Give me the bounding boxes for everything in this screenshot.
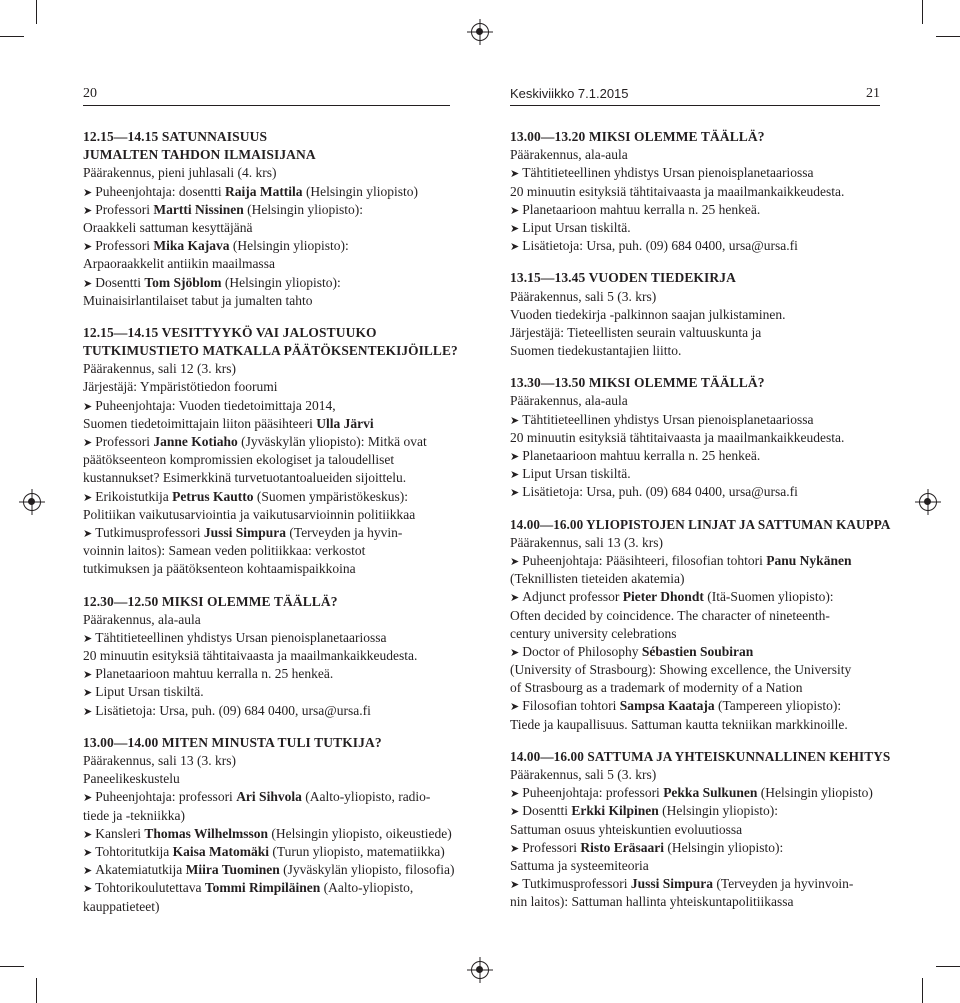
bullet-arrow-icon: ➤ — [83, 527, 93, 540]
person-name: Panu Nykänen — [766, 552, 852, 568]
line-text: Planetaarioon mahtuu kerralla n. 25 henkeä. — [95, 666, 334, 682]
program-line — [510, 766, 890, 784]
line-text: 13.00—14.00 MITEN MINUSTA TULI TUTKIJA? — [83, 734, 382, 750]
program-line — [83, 360, 458, 378]
line-text: (Terveyden ja hyvin- — [286, 524, 403, 540]
line-text: (University of Strasbourg): Showing excellence, the University — [510, 662, 852, 678]
bullet-arrow-icon: ➤ — [510, 788, 520, 801]
line-text: Arpaoraakkelit antiikin maailmassa — [83, 256, 275, 272]
line-text: (Jyväskylän yliopisto): Mitkä ovat — [237, 434, 427, 449]
bullet-arrow-icon: ➤ — [83, 204, 93, 217]
line-text: of Strasbourg as a trademark of modernity of a Nation — [510, 680, 803, 696]
program-line — [510, 146, 890, 164]
program-line — [83, 560, 458, 578]
program-line — [510, 607, 890, 625]
program-line — [510, 465, 890, 483]
line-text: 20 minuutin esityksiä tähtitaivaasta ja maailmankaikkeudesta. — [510, 429, 845, 445]
program-line — [510, 237, 890, 255]
line-text: (Helsingin yliopisto): — [221, 274, 341, 290]
program-line — [83, 752, 458, 770]
line-text: Liput Ursan tiskiltä. — [522, 466, 631, 482]
program-line — [510, 447, 890, 465]
person-name: Pekka Sulkunen — [663, 785, 758, 801]
program-line — [83, 825, 458, 843]
registration-mark-icon — [23, 493, 41, 511]
line-text: (Helsingin yliopisto, oikeustiede) — [268, 825, 452, 841]
program-line — [83, 433, 458, 451]
person-name: Sébastien Soubiran — [641, 643, 754, 659]
line-text: Filosofian tohtori — [522, 698, 620, 714]
line-text: kustannukset? Esimerkkinä turvetuotantoalueiden sijoittelu. — [83, 470, 407, 486]
line-text: Päärakennus, ala-aula — [510, 393, 628, 409]
registration-mark-icon — [471, 23, 489, 41]
bullet-arrow-icon: ➤ — [83, 865, 93, 878]
line-text: nin laitos): Sattuman hallinta yhteiskuntapolitiikassa — [510, 894, 794, 910]
program-line — [510, 552, 890, 570]
line-text: Paneelikeskustelu — [83, 771, 180, 787]
person-name: Martti Nissinen — [153, 201, 244, 217]
line-text: Liput Ursan tiskiltä. — [522, 219, 631, 235]
program-line — [83, 274, 458, 292]
bullet-arrow-icon: ➤ — [83, 241, 93, 254]
line-text: Tohtorikoulutettava — [95, 880, 205, 896]
program-line — [83, 629, 458, 647]
session-heading — [510, 128, 890, 146]
line-text: Tähtitieteellinen yhdistys Ursan pienoisplanetaariossa — [522, 165, 814, 181]
line-text: (Teknillisten tieteiden akatemia) — [510, 571, 685, 587]
program-line — [510, 643, 890, 661]
line-text: Often decided by coincidence. The character of nineteenth- — [510, 607, 830, 623]
section-gap — [510, 360, 890, 374]
program-line — [83, 770, 458, 788]
program-line — [83, 378, 458, 396]
bullet-arrow-icon: ➤ — [83, 792, 93, 805]
session-heading — [510, 748, 891, 766]
crop-mark — [936, 36, 960, 37]
line-text: Päärakennus, pieni juhlasali (4. krs) — [83, 165, 277, 181]
program-line — [510, 821, 890, 839]
bullet-arrow-icon: ➤ — [510, 806, 520, 819]
program-line — [83, 237, 458, 255]
line-text: 12.15—14.15 VESITTYYKÖ VAI JALOSTUUKO — [83, 324, 377, 340]
program-line — [83, 879, 458, 897]
session-heading — [83, 342, 458, 360]
person-name: Miira Tuominen — [185, 862, 280, 878]
crop-mark — [0, 36, 24, 37]
line-text: Lisätietoja: Ursa, puh. (09) 684 0400, ursa@ursa.fi — [95, 702, 371, 718]
session-heading — [83, 593, 458, 611]
bullet-arrow-icon: ➤ — [510, 204, 520, 217]
line-text: Dosentti — [522, 803, 572, 819]
program-line — [510, 534, 890, 552]
line-text: Päärakennus, sali 13 (3. krs) — [83, 753, 236, 768]
person-name: Risto Eräsaari — [580, 839, 664, 855]
crop-mark — [922, 0, 923, 24]
bullet-arrow-icon: ➤ — [83, 846, 93, 859]
program-line — [83, 683, 458, 701]
page-number-right: 21 — [866, 86, 880, 101]
program-line — [83, 861, 458, 879]
line-text: Oraakkeli sattuman kesyttäjänä — [83, 219, 253, 235]
line-text: tutkimuksen ja päätöksenteon kohtaamispaikkoina — [83, 561, 356, 577]
line-text: Professori — [95, 238, 154, 254]
crop-mark — [936, 966, 960, 967]
program-line — [510, 219, 890, 237]
line-text: Erikoistutkija — [95, 488, 173, 504]
line-text: Tiede ja kaupallisuus. Sattuman kautta tekniikan markkinoille. — [510, 716, 848, 732]
session-heading — [83, 734, 458, 752]
section-gap — [83, 579, 458, 593]
line-text: Tähtitieteellinen yhdistys Ursan pienoisplanetaariossa — [95, 629, 387, 645]
program-line — [83, 488, 458, 506]
line-text: Doctor of Philosophy — [522, 643, 642, 659]
crop-mark — [36, 978, 37, 1003]
bullet-arrow-icon: ➤ — [83, 687, 93, 700]
program-line — [510, 324, 890, 342]
line-text: 13.30—13.50 MIKSI OLEMME TÄÄLLÄ? — [510, 375, 765, 391]
line-text: Planetaarioon mahtuu kerralla n. 25 henkeä. — [522, 448, 761, 463]
person-name: Tommi Rimpiläinen — [204, 880, 321, 896]
line-text: Päärakennus, ala-aula — [510, 147, 628, 163]
program-line — [83, 506, 458, 524]
program-line — [83, 201, 458, 219]
line-text: Päärakennus, sali 12 (3. krs) — [83, 361, 236, 377]
program-line — [510, 342, 890, 360]
session-heading — [510, 269, 890, 287]
section-gap — [83, 720, 458, 734]
program-line — [510, 392, 890, 410]
program-line — [510, 661, 890, 679]
program-line — [83, 451, 458, 469]
line-text: 12.30—12.50 MIKSI OLEMME TÄÄLLÄ? — [83, 593, 338, 609]
line-text: päätökseenteon kompromissien ekologiset ja taloudelliset — [83, 452, 395, 468]
program-line — [510, 625, 890, 643]
line-text: (Suomen ympäristökeskus): — [253, 488, 408, 504]
program-line — [510, 201, 890, 219]
bullet-arrow-icon: ➤ — [510, 168, 520, 181]
bullet-arrow-icon: ➤ — [83, 400, 93, 413]
line-text: Tähtitieteellinen yhdistys Ursan pienoisplanetaariossa — [522, 411, 814, 427]
program-line — [83, 647, 458, 665]
line-text: Sattuman osuus yhteiskuntien evoluutiossa — [510, 821, 743, 837]
program-line — [510, 716, 890, 734]
bullet-arrow-icon: ➤ — [83, 437, 93, 449]
header-date: Keskiviikko 7.1.2015 — [510, 86, 629, 101]
line-text: (Helsingin yliopisto) — [757, 785, 873, 801]
registration-mark-icon — [919, 493, 937, 511]
line-text: Planetaarioon mahtuu kerralla n. 25 henkeä. — [522, 201, 761, 217]
program-line — [510, 411, 890, 429]
program-line — [510, 857, 890, 875]
bullet-arrow-icon: ➤ — [510, 879, 520, 892]
program-column-left — [83, 128, 458, 916]
program-line — [83, 843, 458, 861]
header-rule-left — [83, 105, 450, 106]
line-text: (Turun yliopisto, matematiikka) — [269, 843, 445, 859]
person-name: Jussi Simpura — [203, 524, 287, 540]
program-line — [510, 483, 890, 501]
bullet-arrow-icon: ➤ — [83, 705, 93, 718]
program-line — [83, 807, 458, 825]
line-text: Kansleri — [95, 825, 145, 841]
line-text: Suomen tiedekustantajien liitto. — [510, 343, 682, 359]
line-text: Järjestäjä: Tieteellisten seurain valtuuskunta ja — [510, 324, 762, 340]
line-text: Tutkimusprofessori — [95, 524, 204, 540]
line-text: Suomen tiedetoimittajain liiton pääsihteeri — [83, 415, 317, 431]
session-heading — [83, 324, 458, 342]
person-name: Petrus Kautto — [172, 488, 254, 504]
program-line — [510, 570, 890, 588]
program-line — [83, 611, 458, 629]
program-line — [510, 679, 890, 697]
line-text: 20 minuutin esityksiä tähtitaivaasta ja maailmankaikkeudesta. — [510, 183, 845, 199]
program-line — [83, 524, 458, 542]
bullet-arrow-icon: ➤ — [510, 414, 520, 427]
program-line — [510, 429, 890, 447]
bullet-arrow-icon: ➤ — [510, 842, 520, 855]
program-line — [83, 542, 458, 560]
line-text: Professori — [522, 839, 581, 855]
line-text: 13.00—13.20 MIKSI OLEMME TÄÄLLÄ? — [510, 129, 765, 144]
program-line — [83, 292, 458, 310]
person-name: Thomas Wilhelmsson — [144, 825, 268, 841]
line-text: 12.15—14.15 SATUNNAISUUS — [83, 129, 268, 144]
program-line — [83, 397, 458, 415]
person-name: Mika Kajava — [153, 238, 230, 254]
person-name: Pieter Dhondt — [622, 589, 704, 605]
line-text: Päärakennus, ala-aula — [83, 611, 201, 627]
line-text: Liput Ursan tiskiltä. — [95, 684, 204, 700]
line-text: Järjestäjä: Ympäristötiedon foorumi — [83, 379, 278, 395]
line-text: 13.15—13.45 VUODEN TIEDEKIRJA — [510, 270, 736, 286]
program-line — [83, 702, 458, 720]
section-gap — [510, 734, 890, 748]
program-line — [83, 469, 458, 487]
line-text: Tohtoritutkija — [95, 843, 173, 859]
session-heading — [510, 374, 890, 392]
line-text: (Itä-Suomen yliopisto): — [703, 589, 834, 605]
person-name: Kaisa Matomäki — [172, 843, 270, 859]
bullet-arrow-icon: ➤ — [510, 487, 520, 500]
line-text: (Helsingin yliopisto): — [658, 803, 779, 819]
person-name: Tom Sjöblom — [144, 274, 222, 290]
program-line — [83, 164, 458, 182]
bullet-arrow-icon: ➤ — [510, 469, 520, 482]
program-line — [510, 588, 890, 606]
line-text: Puheenjohtaja: professori — [522, 785, 664, 801]
line-text: Vuoden tiedekirja -palkinnon saajan julkistaminen. — [510, 306, 786, 322]
program-line — [83, 183, 458, 201]
program-line — [83, 415, 458, 433]
program-line — [510, 697, 890, 715]
line-text: Puheenjohtaja: Vuoden tiedetoimittaja 2014, — [95, 397, 336, 413]
program-line — [83, 219, 458, 237]
line-text: Päärakennus, sali 13 (3. krs) — [510, 534, 663, 550]
line-text: kauppatieteet) — [83, 898, 160, 914]
line-text: voinnin laitos): Samean veden politiikkaa: verkostot — [83, 543, 366, 559]
bullet-arrow-icon: ➤ — [83, 632, 93, 645]
section-gap — [510, 502, 890, 516]
person-name: Ari Sihvola — [236, 789, 302, 805]
line-text: (Helsingin yliopisto): — [663, 839, 784, 855]
line-text: century university celebrations — [510, 625, 677, 641]
program-line — [510, 839, 890, 857]
line-text: (Helsingin yliopisto): — [243, 201, 363, 217]
session-heading — [510, 516, 891, 534]
person-name: Ulla Järvi — [316, 415, 374, 431]
program-line — [510, 875, 890, 893]
bullet-arrow-icon: ➤ — [83, 491, 93, 504]
program-line — [510, 802, 890, 820]
line-text: TUTKIMUSTIETO MATKALLA PÄÄTÖKSENTEKIJÖILLE? — [83, 343, 458, 359]
person-name: Raija Mattila — [224, 183, 303, 199]
program-line — [510, 784, 890, 802]
line-text: Tutkimusprofessori — [522, 876, 631, 892]
line-text: (Tampereen yliopisto): — [714, 698, 842, 714]
program-line — [510, 183, 890, 201]
page-number-left: 20 — [83, 86, 97, 101]
program-line — [510, 288, 890, 306]
program-line — [83, 788, 458, 806]
line-text: Professori — [95, 434, 154, 449]
bullet-arrow-icon: ➤ — [83, 669, 93, 682]
line-text: Puheenjohtaja: dosentti — [95, 183, 225, 199]
line-text: Puheenjohtaja: professori — [95, 789, 237, 805]
line-text: (Helsingin yliopisto) — [302, 183, 419, 199]
crop-mark — [0, 966, 24, 967]
line-text: Muinaisirlantilaiset tabut ja jumalten tahto — [83, 292, 313, 308]
bullet-arrow-icon: ➤ — [83, 186, 93, 199]
line-text: Sattuma ja systeemiteoria — [510, 857, 649, 873]
line-text: 20 minuutin esityksiä tähtitaivaasta ja maailmankaikkeudesta. — [83, 648, 418, 664]
line-text: Politiikan vaikutusarviointia ja vaikutusarvioinnin politiikkaa — [83, 506, 416, 522]
line-text: (Helsingin yliopisto): — [229, 238, 349, 254]
person-name: Erkki Kilpinen — [571, 803, 659, 819]
session-heading — [83, 128, 458, 146]
bullet-arrow-icon: ➤ — [510, 646, 520, 659]
line-text: Puheenjohtaja: Pääsihteeri, filosofian tohtori — [522, 552, 767, 568]
line-text: 14.00—16.00 YLIOPISTOJEN LINJAT JA SATTUMAN KAUPPA — [510, 516, 891, 532]
line-text: Professori — [95, 201, 154, 217]
program-line — [510, 306, 890, 324]
program-column-right — [510, 128, 890, 912]
line-text: tiede ja -tekniikka) — [83, 807, 185, 823]
program-line — [83, 665, 458, 683]
line-text: (Jyväskylän yliopisto, filosofia) — [279, 862, 455, 878]
line-text: Lisätietoja: Ursa, puh. (09) 684 0400, ursa@ursa.fi — [522, 238, 798, 254]
bullet-arrow-icon: ➤ — [83, 883, 93, 896]
bullet-arrow-icon: ➤ — [510, 701, 520, 714]
line-text: 14.00—16.00 SATTUMA JA YHTEISKUNNALLINEN KEHITYS — [510, 748, 891, 764]
person-name: Janne Kotiaho — [153, 434, 238, 449]
line-text: Adjunct professor — [522, 589, 623, 605]
program-line — [83, 255, 458, 273]
crop-mark — [922, 978, 923, 1003]
bullet-arrow-icon: ➤ — [510, 592, 520, 605]
line-text: (Aalto-yliopisto, — [320, 880, 414, 896]
bullet-arrow-icon: ➤ — [83, 277, 93, 290]
line-text: Lisätietoja: Ursa, puh. (09) 684 0400, ursa@ursa.fi — [522, 484, 798, 500]
bullet-arrow-icon: ➤ — [510, 451, 520, 463]
section-gap — [510, 255, 890, 269]
person-name: Sampsa Kaataja — [619, 698, 715, 714]
bullet-arrow-icon: ➤ — [510, 241, 520, 254]
section-gap — [83, 310, 458, 324]
session-heading — [83, 146, 458, 164]
line-text: JUMALTEN TAHDON ILMAISIJANA — [83, 147, 316, 163]
bullet-arrow-icon: ➤ — [510, 222, 520, 235]
program-line — [510, 164, 890, 182]
bullet-arrow-icon: ➤ — [83, 828, 93, 841]
program-line — [83, 898, 458, 916]
bullet-arrow-icon: ➤ — [510, 555, 520, 568]
line-text: Päärakennus, sali 5 (3. krs) — [510, 767, 657, 782]
line-text: Dosentti — [95, 274, 145, 290]
program-line — [510, 893, 890, 911]
line-text: (Terveyden ja hyvinvoin- — [713, 876, 854, 892]
person-name: Jussi Simpura — [630, 876, 714, 892]
line-text: (Aalto-yliopisto, radio- — [301, 789, 431, 805]
line-text: Päärakennus, sali 5 (3. krs) — [510, 288, 657, 304]
line-text: Akatemiatutkija — [95, 862, 186, 878]
header-rule-right — [510, 105, 880, 106]
crop-mark — [36, 0, 37, 24]
registration-mark-icon — [471, 961, 489, 979]
